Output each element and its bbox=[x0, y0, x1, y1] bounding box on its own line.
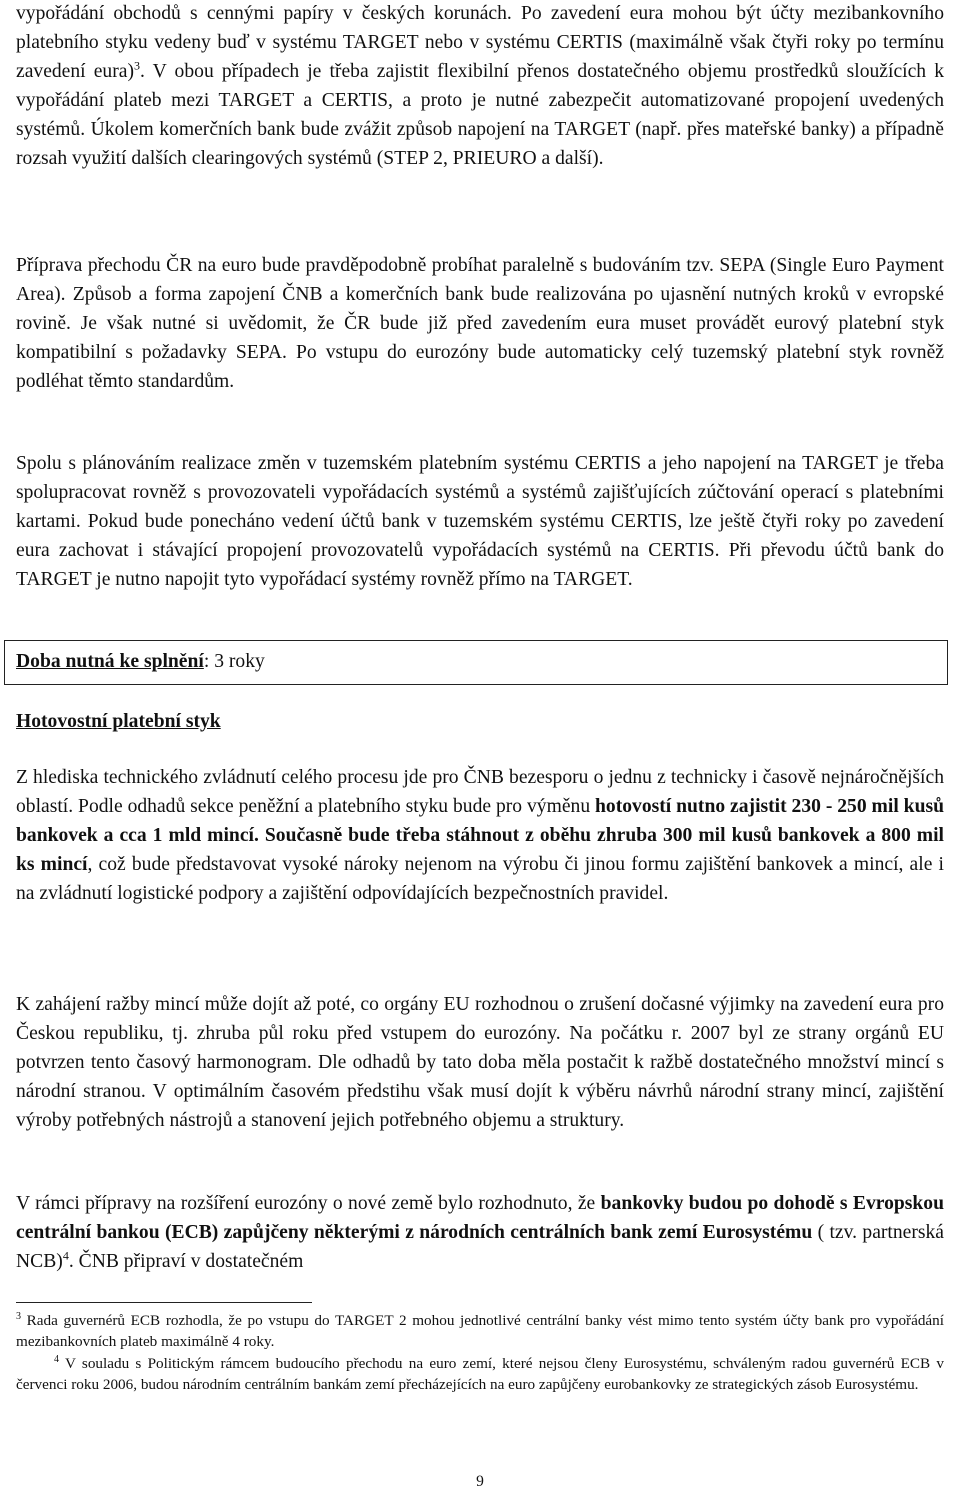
paragraph-text: V rámci přípravy na rozšíření eurozóny o nové země bylo rozhodnuto, že bbox=[16, 1193, 601, 1214]
page-number: 9 bbox=[476, 1473, 484, 1490]
paragraph-text: ( tzv. partnerská NCB) bbox=[16, 1221, 944, 1272]
footnotes bbox=[16, 1311, 944, 1395]
paragraph-settlement-systems bbox=[16, 450, 944, 595]
footnote-reference: 4 bbox=[62, 1248, 69, 1263]
paragraph-text: vypořádání obchodů s cennými papíry v českých korunách. Po zavedení eura mohou být účty mezibankovního platebního styku vedeny buď v systému TARGET nebo v systému CERTIS (maximálně však čtyři roky po termínu zavedení eura) bbox=[16, 3, 944, 82]
paragraph-sepa bbox=[16, 252, 944, 397]
footnote-text: V souladu s Politickým rámcem budoucího přechodu na euro zemí, které nejsou členy Eurosystému, schváleným radou guvernérů ECB v červenci roku 2006, budou národním centrálním bankám zemí přecházejících na euro zapůjčeny eurobankovky ze strategických zásob Eurosystému. bbox=[16, 1355, 944, 1393]
deadline-box bbox=[4, 640, 948, 685]
paragraph-certis-target bbox=[16, 0, 944, 173]
footnote-3 bbox=[16, 1311, 944, 1352]
paragraph-text: Spolu s plánováním realizace změn v tuzemském platebním systému CERTIS a jeho napojení na TARGET je třeba spolupracovat rovněž s provozovateli vypořádacích systémů a systémů zajišťujících zúčtování operací s platebními kartami. Pokud bude ponecháno vedení účtů bank v tuzemském systému CERTIS, lze ještě čtyři roky po zavedení eura zachovat i stávající propojení provozovatelů vypořádacích systémů na CERTIS. Při převodu účtů bank do TARGET je nutno napojit tyto vypořádací systémy rovněž přímo na TARGET. bbox=[16, 453, 944, 590]
footnote-marker: 4 bbox=[54, 1353, 59, 1365]
paragraph-text: . V obou případech je třeba zajistit flexibilní přenos dostatečného objemu prostředků sloužících k vypořádání plateb mezi TARGET a CERTIS, a proto je nutné zabezpečit automatizované propojení uvedených systémů. Úkolem komerčních bank bude zvážit způsob napojení na TARGET (např. přes mateřské banky) a případně rozsah využití dalších clearingových systémů (STEP 2, PRIEURO a další). bbox=[16, 60, 944, 169]
footnote-4 bbox=[16, 1354, 944, 1395]
paragraph-text: . ČNB připraví v dostatečném bbox=[68, 1250, 304, 1272]
footnote-text: Rada guvernérů ECB rozhodla, že po vstupu do TARGET 2 mohou jednotlivé centrální banky vést mimo tento systém účty bank pro vypořádání mezibankovních plateb maximálně 4 roky. bbox=[16, 1312, 944, 1350]
footnote-marker: 3 bbox=[16, 1310, 21, 1322]
deadline-label: Doba nutná ke splnění bbox=[16, 651, 204, 672]
paragraph-text: Z hlediska technického zvládnutí celého procesu jde pro ČNB bezesporu o jednu z technicky i časově nejnáročnějších oblastí. Podle odhadů sekce peněžní a platebního styku bude pro výměnu bbox=[16, 767, 944, 817]
deadline-value: 3 roky bbox=[209, 651, 265, 672]
paragraph-coin-minting bbox=[16, 991, 944, 1136]
footnote-reference: 3 bbox=[133, 58, 140, 73]
paragraph-text: Příprava přechodu ČR na euro bude pravděpodobně probíhat paralelně s budováním tzv. SEPA (Single Euro Payment Area). Způsob a forma zapojení ČNB a komerčních bank bude realizována po ujasnění nutných kroků v evropské rovině. Je však nutné si uvědomit, že ČR bude již před zavedením eura muset provádět eurový platební styk kompatibilní s požadavky SEPA. Po vstupu do eurozóny bude automaticky celý tuzemský platební styk rovněž podléhat těmto standardům. bbox=[16, 255, 944, 392]
paragraph-text: , což bude představovat vysoké nároky nejenom na výrobu či jinou formu zajištění bankovek a mincí, ale i na zvládnutí logistické podpory a zajištění odpovídajících bezpečnostních pravidel. bbox=[16, 853, 944, 904]
deadline-separator: : bbox=[203, 651, 210, 672]
emphasized-text: hotovostí nutno zajistit 230 - 250 mil kusů bankovek a cca 1 mld mincí. Současně bude třeba stáhnout z oběhu zhruba 300 mil kusů bankovek a 800 mil ks mincí bbox=[16, 795, 944, 875]
emphasized-text: bankovky budou po dohodě s Evropskou centrální bankou (ECB) zapůjčeny některými z národních centrálních bank zemí Eurosystému bbox=[16, 1193, 945, 1243]
paragraph-text: K zahájení ražby mincí může dojít až poté, co orgány EU rozhodnou o zrušení dočasné výjimky na zavedení eura pro Českou republiku, tj. zhruba půl roku před vstupem do eurozóny. Na počátku r. 2007 byl ze strany orgánů EU potvrzen tento časový harmonogram. Dle odhadů by tato doba měla postačit k ražbě dostatečného množství mincí s národní stranou. V optimálním časovém předstihu však musí dojít k výběru návrhů národní strany mincí, zajištění výroby potřebných nástrojů a stanovení jejich potřebného objemu a struktury. bbox=[16, 994, 944, 1131]
footnote-divider bbox=[16, 1302, 312, 1303]
paragraph-banknote-loan bbox=[16, 1190, 944, 1277]
section-heading: Hotovostní platební styk bbox=[16, 711, 221, 732]
paragraph-cash-volumes bbox=[16, 764, 944, 909]
